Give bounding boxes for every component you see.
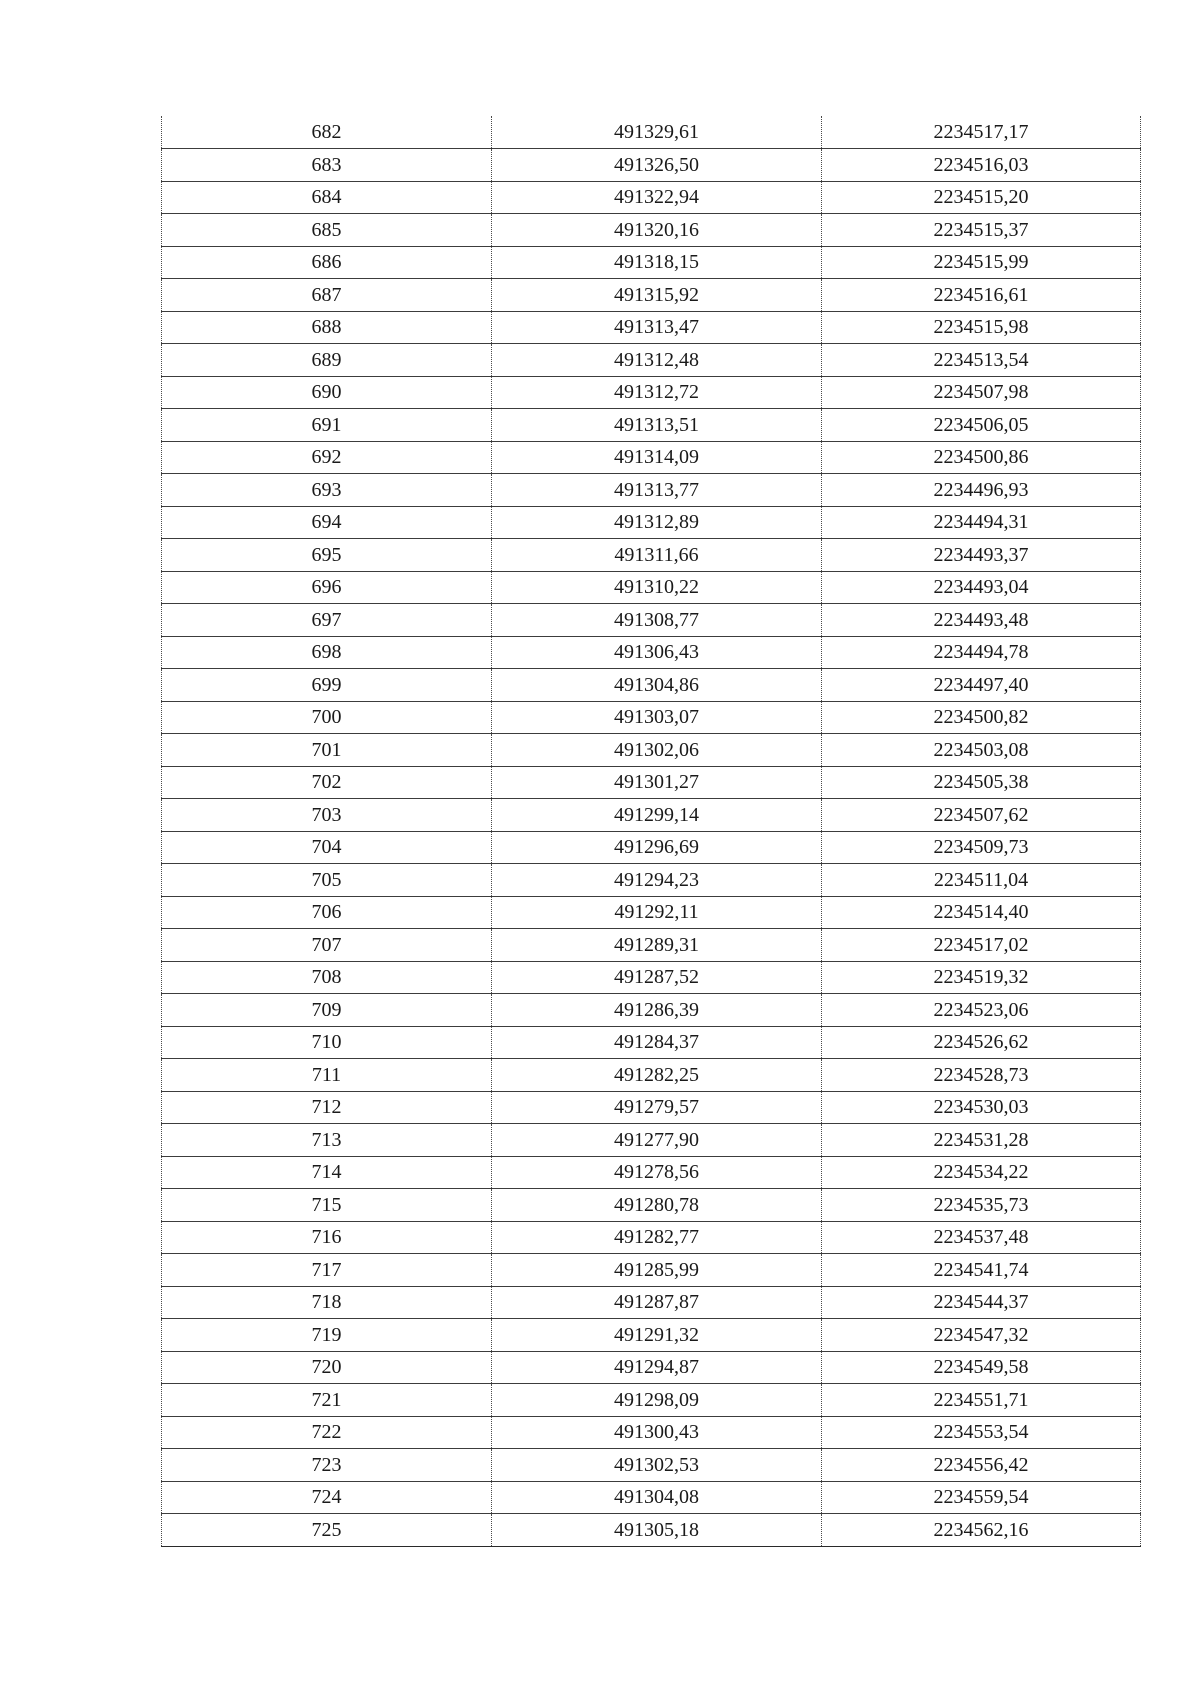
x-coordinate-cell: 491278,56 <box>492 1156 822 1189</box>
y-coordinate-cell: 2234547,32 <box>822 1319 1141 1352</box>
y-coordinate-cell: 2234509,73 <box>822 831 1141 864</box>
y-coordinate-cell: 2234517,17 <box>822 116 1141 149</box>
table-row <box>162 896 1141 929</box>
y-coordinate-cell: 2234559,54 <box>822 1481 1141 1514</box>
y-coordinate-cell: 2234531,28 <box>822 1124 1141 1157</box>
table-row <box>162 539 1141 572</box>
x-coordinate-cell: 491312,48 <box>492 344 822 377</box>
table-row <box>162 409 1141 442</box>
point-number-cell: 709 <box>162 994 492 1027</box>
y-coordinate-cell: 2234528,73 <box>822 1059 1141 1092</box>
x-coordinate-cell: 491279,57 <box>492 1091 822 1124</box>
x-coordinate-cell: 491284,37 <box>492 1026 822 1059</box>
point-number-cell: 699 <box>162 669 492 702</box>
table-row <box>162 474 1141 507</box>
y-coordinate-cell: 2234549,58 <box>822 1351 1141 1384</box>
x-coordinate-cell: 491282,77 <box>492 1221 822 1254</box>
table-row <box>162 1156 1141 1189</box>
point-number-cell: 706 <box>162 896 492 929</box>
x-coordinate-cell: 491289,31 <box>492 929 822 962</box>
table-row <box>162 766 1141 799</box>
coordinates-table-body <box>162 116 1141 1546</box>
y-coordinate-cell: 2234523,06 <box>822 994 1141 1027</box>
table-row <box>162 1481 1141 1514</box>
y-coordinate-cell: 2234516,03 <box>822 149 1141 182</box>
x-coordinate-cell: 491298,09 <box>492 1384 822 1417</box>
point-number-cell: 718 <box>162 1286 492 1319</box>
y-coordinate-cell: 2234515,37 <box>822 214 1141 247</box>
table-row <box>162 441 1141 474</box>
x-coordinate-cell: 491302,06 <box>492 734 822 767</box>
y-coordinate-cell: 2234551,71 <box>822 1384 1141 1417</box>
point-number-cell: 719 <box>162 1319 492 1352</box>
table-row <box>162 799 1141 832</box>
point-number-cell: 707 <box>162 929 492 962</box>
point-number-cell: 689 <box>162 344 492 377</box>
table-row <box>162 279 1141 312</box>
table-row <box>162 734 1141 767</box>
x-coordinate-cell: 491303,07 <box>492 701 822 734</box>
x-coordinate-cell: 491308,77 <box>492 604 822 637</box>
y-coordinate-cell: 2234519,32 <box>822 961 1141 994</box>
x-coordinate-cell: 491313,77 <box>492 474 822 507</box>
table-row <box>162 376 1141 409</box>
point-number-cell: 682 <box>162 116 492 149</box>
x-coordinate-cell: 491287,87 <box>492 1286 822 1319</box>
x-coordinate-cell: 491304,86 <box>492 669 822 702</box>
point-number-cell: 704 <box>162 831 492 864</box>
point-number-cell: 705 <box>162 864 492 897</box>
y-coordinate-cell: 2234516,61 <box>822 279 1141 312</box>
x-coordinate-cell: 491313,47 <box>492 311 822 344</box>
x-coordinate-cell: 491299,14 <box>492 799 822 832</box>
point-number-cell: 711 <box>162 1059 492 1092</box>
point-number-cell: 721 <box>162 1384 492 1417</box>
point-number-cell: 716 <box>162 1221 492 1254</box>
table-row <box>162 1449 1141 1482</box>
x-coordinate-cell: 491291,32 <box>492 1319 822 1352</box>
x-coordinate-cell: 491292,11 <box>492 896 822 929</box>
x-coordinate-cell: 491306,43 <box>492 636 822 669</box>
table-row <box>162 1026 1141 1059</box>
x-coordinate-cell: 491294,87 <box>492 1351 822 1384</box>
y-coordinate-cell: 2234556,42 <box>822 1449 1141 1482</box>
y-coordinate-cell: 2234515,98 <box>822 311 1141 344</box>
y-coordinate-cell: 2234517,02 <box>822 929 1141 962</box>
y-coordinate-cell: 2234515,20 <box>822 181 1141 214</box>
x-coordinate-cell: 491322,94 <box>492 181 822 214</box>
point-number-cell: 692 <box>162 441 492 474</box>
table-row <box>162 929 1141 962</box>
x-coordinate-cell: 491282,25 <box>492 1059 822 1092</box>
point-number-cell: 715 <box>162 1189 492 1222</box>
x-coordinate-cell: 491285,99 <box>492 1254 822 1287</box>
table-row <box>162 864 1141 897</box>
point-number-cell: 687 <box>162 279 492 312</box>
point-number-cell: 695 <box>162 539 492 572</box>
y-coordinate-cell: 2234514,40 <box>822 896 1141 929</box>
point-number-cell: 708 <box>162 961 492 994</box>
x-coordinate-cell: 491326,50 <box>492 149 822 182</box>
x-coordinate-cell: 491312,89 <box>492 506 822 539</box>
point-number-cell: 685 <box>162 214 492 247</box>
point-number-cell: 696 <box>162 571 492 604</box>
point-number-cell: 717 <box>162 1254 492 1287</box>
point-number-cell: 684 <box>162 181 492 214</box>
point-number-cell: 686 <box>162 246 492 279</box>
x-coordinate-cell: 491311,66 <box>492 539 822 572</box>
x-coordinate-cell: 491313,51 <box>492 409 822 442</box>
table-row <box>162 214 1141 247</box>
table-row <box>162 994 1141 1027</box>
point-number-cell: 694 <box>162 506 492 539</box>
y-coordinate-cell: 2234515,99 <box>822 246 1141 279</box>
y-coordinate-cell: 2234507,98 <box>822 376 1141 409</box>
y-coordinate-cell: 2234500,82 <box>822 701 1141 734</box>
x-coordinate-cell: 491320,16 <box>492 214 822 247</box>
table-row <box>162 1254 1141 1287</box>
x-coordinate-cell: 491314,09 <box>492 441 822 474</box>
point-number-cell: 701 <box>162 734 492 767</box>
table-row <box>162 1384 1141 1417</box>
table-row <box>162 1091 1141 1124</box>
x-coordinate-cell: 491286,39 <box>492 994 822 1027</box>
table-row <box>162 1124 1141 1157</box>
x-coordinate-cell: 491310,22 <box>492 571 822 604</box>
table-row <box>162 246 1141 279</box>
y-coordinate-cell: 2234503,08 <box>822 734 1141 767</box>
y-coordinate-cell: 2234534,22 <box>822 1156 1141 1189</box>
x-coordinate-cell: 491287,52 <box>492 961 822 994</box>
point-number-cell: 710 <box>162 1026 492 1059</box>
table-row <box>162 116 1141 149</box>
point-number-cell: 713 <box>162 1124 492 1157</box>
y-coordinate-cell: 2234505,38 <box>822 766 1141 799</box>
point-number-cell: 722 <box>162 1416 492 1449</box>
y-coordinate-cell: 2234553,54 <box>822 1416 1141 1449</box>
table-row <box>162 311 1141 344</box>
table-row <box>162 1286 1141 1319</box>
table-row <box>162 506 1141 539</box>
x-coordinate-cell: 491302,53 <box>492 1449 822 1482</box>
y-coordinate-cell: 2234494,31 <box>822 506 1141 539</box>
y-coordinate-cell: 2234507,62 <box>822 799 1141 832</box>
y-coordinate-cell: 2234526,62 <box>822 1026 1141 1059</box>
point-number-cell: 690 <box>162 376 492 409</box>
table-row <box>162 831 1141 864</box>
point-number-cell: 712 <box>162 1091 492 1124</box>
table-row <box>162 961 1141 994</box>
point-number-cell: 703 <box>162 799 492 832</box>
y-coordinate-cell: 2234494,78 <box>822 636 1141 669</box>
table-row <box>162 1514 1141 1547</box>
x-coordinate-cell: 491280,78 <box>492 1189 822 1222</box>
x-coordinate-cell: 491315,92 <box>492 279 822 312</box>
x-coordinate-cell: 491277,90 <box>492 1124 822 1157</box>
table-row <box>162 571 1141 604</box>
x-coordinate-cell: 491300,43 <box>492 1416 822 1449</box>
point-number-cell: 693 <box>162 474 492 507</box>
y-coordinate-cell: 2234497,40 <box>822 669 1141 702</box>
x-coordinate-cell: 491318,15 <box>492 246 822 279</box>
table-row <box>162 701 1141 734</box>
point-number-cell: 688 <box>162 311 492 344</box>
y-coordinate-cell: 2234562,16 <box>822 1514 1141 1547</box>
y-coordinate-cell: 2234493,04 <box>822 571 1141 604</box>
y-coordinate-cell: 2234530,03 <box>822 1091 1141 1124</box>
point-number-cell: 697 <box>162 604 492 637</box>
table-row <box>162 669 1141 702</box>
point-number-cell: 720 <box>162 1351 492 1384</box>
table-row <box>162 636 1141 669</box>
point-number-cell: 683 <box>162 149 492 182</box>
y-coordinate-cell: 2234535,73 <box>822 1189 1141 1222</box>
table-row <box>162 1221 1141 1254</box>
y-coordinate-cell: 2234493,48 <box>822 604 1141 637</box>
table-row <box>162 1059 1141 1092</box>
point-number-cell: 702 <box>162 766 492 799</box>
table-row <box>162 149 1141 182</box>
y-coordinate-cell: 2234511,04 <box>822 864 1141 897</box>
x-coordinate-cell: 491304,08 <box>492 1481 822 1514</box>
y-coordinate-cell: 2234496,93 <box>822 474 1141 507</box>
point-number-cell: 724 <box>162 1481 492 1514</box>
point-number-cell: 700 <box>162 701 492 734</box>
table-row <box>162 181 1141 214</box>
table-row <box>162 344 1141 377</box>
table-row <box>162 1416 1141 1449</box>
table-row <box>162 1351 1141 1384</box>
y-coordinate-cell: 2234541,74 <box>822 1254 1141 1287</box>
x-coordinate-cell: 491294,23 <box>492 864 822 897</box>
x-coordinate-cell: 491312,72 <box>492 376 822 409</box>
y-coordinate-cell: 2234506,05 <box>822 409 1141 442</box>
y-coordinate-cell: 2234513,54 <box>822 344 1141 377</box>
point-number-cell: 723 <box>162 1449 492 1482</box>
y-coordinate-cell: 2234493,37 <box>822 539 1141 572</box>
point-number-cell: 714 <box>162 1156 492 1189</box>
y-coordinate-cell: 2234500,86 <box>822 441 1141 474</box>
x-coordinate-cell: 491329,61 <box>492 116 822 149</box>
y-coordinate-cell: 2234537,48 <box>822 1221 1141 1254</box>
x-coordinate-cell: 491305,18 <box>492 1514 822 1547</box>
table-row <box>162 1319 1141 1352</box>
table-row <box>162 1189 1141 1222</box>
point-number-cell: 691 <box>162 409 492 442</box>
point-number-cell: 698 <box>162 636 492 669</box>
y-coordinate-cell: 2234544,37 <box>822 1286 1141 1319</box>
x-coordinate-cell: 491301,27 <box>492 766 822 799</box>
point-number-cell: 725 <box>162 1514 492 1547</box>
x-coordinate-cell: 491296,69 <box>492 831 822 864</box>
table-row <box>162 604 1141 637</box>
coordinates-table <box>161 116 1141 1547</box>
